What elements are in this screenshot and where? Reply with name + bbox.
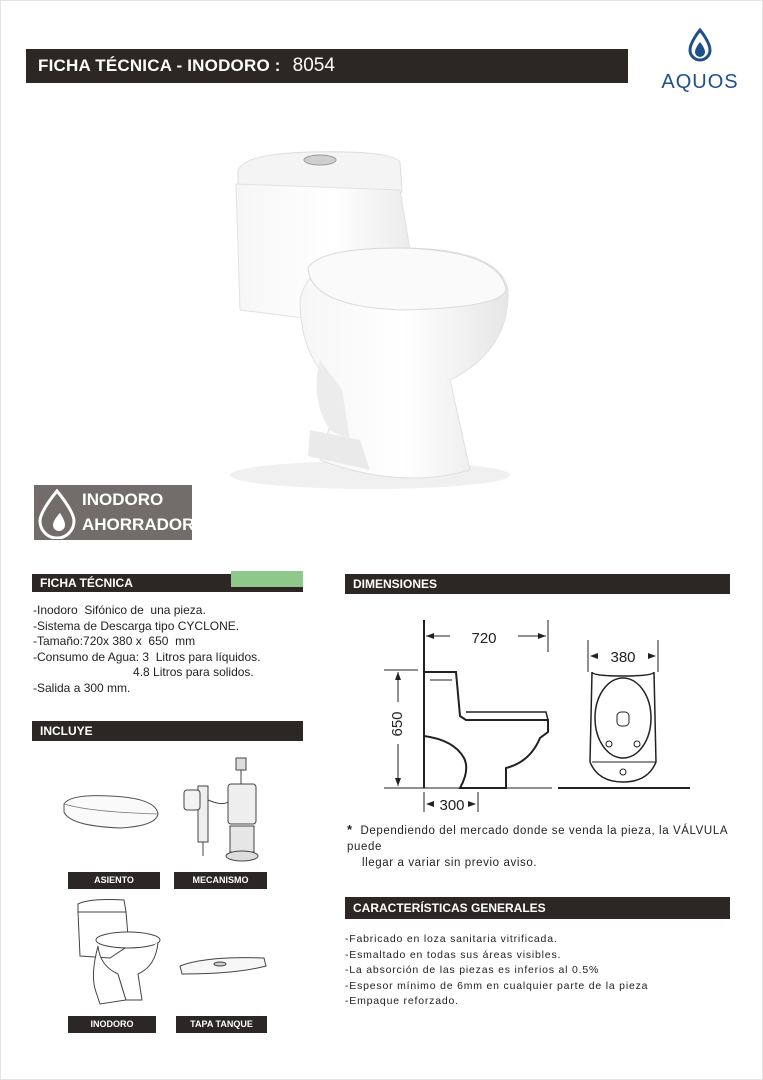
caracteristicas-text [345,932,648,1010]
dim-depth-label: 380 [610,649,636,666]
incluye-section-bar [32,721,303,741]
caracteristica-line: -La absorción de las piezas es inferios al 0.5% [345,964,600,976]
ahorrador-badge [34,485,195,540]
ficha-green-tab [231,571,303,587]
note-star: * [347,822,353,837]
header-title-bar [26,49,628,83]
ficha-line: -Consumo de Agua: 3 Litros para líquidos. [33,649,261,664]
inodoro-sketch-image [70,896,170,1008]
note-line2: llegar a variar sin previo aviso. [362,857,538,869]
dimensions-drawing [380,612,700,818]
caracteristicas-heading: CARACTERÍSTICAS GENERALES [353,901,546,915]
tapa-tanque-image [176,952,268,978]
dimensiones-heading: DIMENSIONES [353,577,438,591]
product-toilet-image [200,140,530,500]
incluye-heading: INCLUYE [40,724,93,738]
ficha-heading: FICHA TÉCNICA [40,576,133,590]
dim-height-label: 650 [389,711,406,737]
header-model: 8054 [292,55,335,76]
caracteristicas-section-bar [345,897,730,919]
logo-brand-text: AQUOS [661,71,739,93]
ficha-line: -Salida a 300 mm. [33,680,131,695]
dim-width-label: 720 [471,630,497,647]
dimensiones-section-bar [345,574,730,594]
aquos-logo [650,28,750,98]
dim-outlet-label: 300 [439,797,465,814]
ficha-line: 4.8 Litros para solidos. [33,665,254,679]
ficha-line: -Sistema de Descarga tipo CYCLONE. [33,618,240,633]
water-drop-icon [686,28,714,64]
dimensiones-note [347,822,742,871]
ficha-line: -Inodoro Sifónico de una pieza. [33,603,206,617]
water-drop-icon [36,487,78,539]
badge-line1: INODORO [82,490,164,509]
caracteristica-line: -Empaque reforzado. [345,995,459,1007]
badge-line2: AHORRADOR [82,515,195,534]
tapa-tanque-label: TAPA TANQUE [176,1016,267,1033]
mecanismo-image [178,756,268,864]
mecanismo-label: MECANISMO INTERNO [174,872,267,889]
ficha-line: -Tamaño:720x 380 x 650 mm [33,634,196,648]
asiento-image [60,790,160,832]
caracteristica-line: -Fabricado en loza sanitaria vitrificada. [345,933,558,945]
note-line1: Dependiendo del mercado donde se venda la pieza, la VÁLVULA puede [347,825,728,853]
ficha-text [33,603,260,696]
caracteristica-line: -Esmaltado en todas sus áreas visibles. [345,948,562,961]
caracteristica-line: -Espesor mínimo de 6mm en cualquier parte de la pieza [345,979,649,992]
asiento-label: ASIENTO [68,872,160,889]
inodoro-label: INODORO [68,1016,156,1033]
header-title: FICHA TÉCNICA - INODORO : [38,56,281,75]
